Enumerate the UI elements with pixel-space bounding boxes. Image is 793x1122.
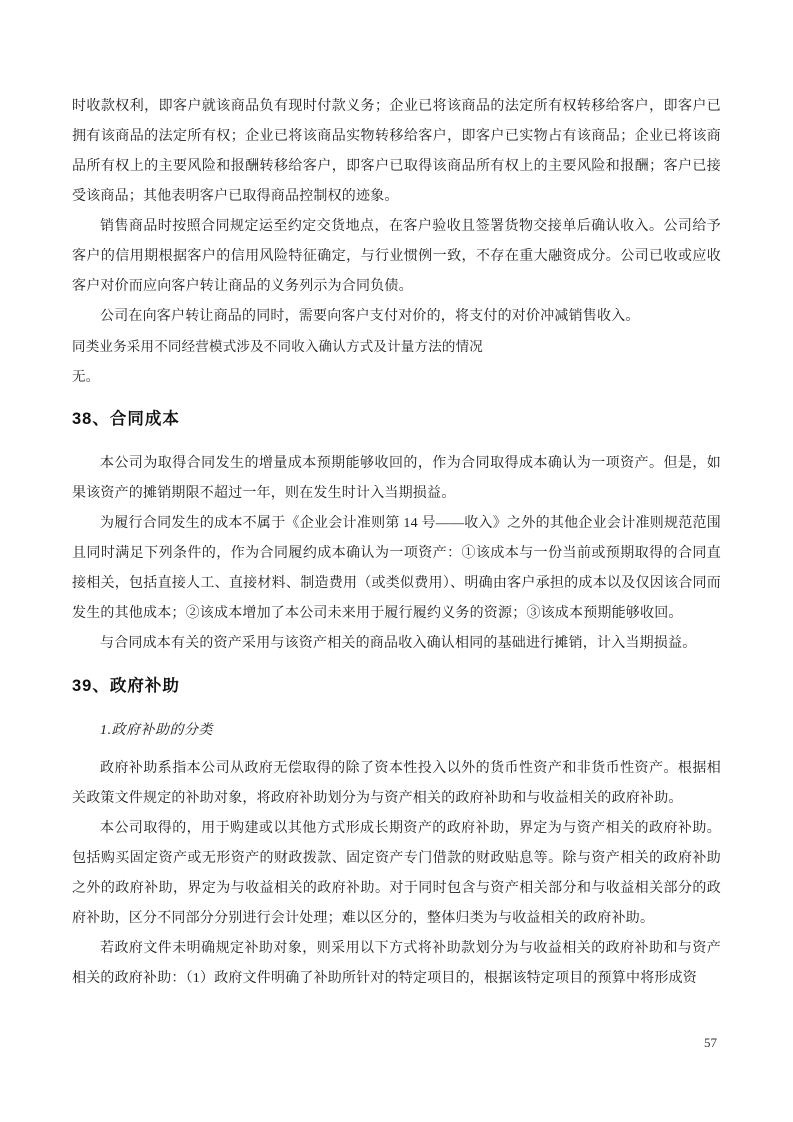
paragraph: 公司在向客户转让商品的同时，需要向客户支付对价的，将支付的对价冲减销售收入。	[100, 309, 640, 324]
page-number: 57	[704, 1035, 717, 1050]
section-heading: 39、政府补助	[72, 677, 180, 695]
paragraph: 为履行合同发生的成本不属于《企业会计准则第 14 号——收入》之外的其他企业会计准则规范范围且同时满足下列条件的，作为合同履约成本确认为一项资产：①该成本与一份当前或预期取得的合同直接相关，包括直接人工、直接材料、制造费用（或类似费用）、明确由客户承担的成本以及仅因该合同而发生的其他成本；②该成本增加了本公司未来用于履行履约义务的资源；③该成本预期能够收回。	[72, 516, 721, 621]
document-content	[72, 92, 721, 994]
paragraph: 本公司取得的，用于购建或以其他方式形成长期资产的政府补助，界定为与资产相关的政府补助。包括购买固定资产或无形资产的财政拨款、固定资产专门借款的财政贴息等。除与资产相关的政府补助之外的政府补助，界定为与收益相关的政府补助。对于同时包含与资产相关部分和与收益相关部分的政府补助，区分不同部分分别进行会计处理；难以区分的，整体归类为与收益相关的政府补助。	[72, 821, 721, 926]
paragraph: 与合同成本有关的资产采用与该资产相关的商品收入确认相同的基础进行摊销，计入当期损益。	[100, 636, 697, 651]
note-line: 无。	[72, 369, 100, 384]
paragraph: 政府补助系指本公司从政府无偿取得的除了资本性投入以外的货币性资产和非货币性资产。根据相关政策文件规定的补助对象，将政府补助划分为与资产相关的政府补助和与收益相关的政府补助。	[72, 761, 721, 806]
paragraph: 若政府文件未明确规定补助对象，则采用以下方式将补助款划分为与收益相关的政府补助和与资产相关的政府补助：（1）政府文件明确了补助所针对的特定项目的，根据该特定项目的预算中将形成资	[72, 941, 721, 986]
paragraph: 时收款权利，即客户就该商品负有现时付款义务；企业已将该商品的法定所有权转移给客户，即客户已拥有该商品的法定所有权；企业已将该商品实物转移给客户，即客户已实物占有该商品；企业已将该商品所有权上的主要风险和报酬转移给客户，即客户已取得该商品所有权上的主要风险和报酬；客户已接受该商品；其他表明客户已取得商品控制权的迹象。	[72, 99, 721, 204]
paragraph: 本公司为取得合同发生的增量成本预期能够收回的，作为合同取得成本确认为一项资产。但是，如果该资产的摊销期限不超过一年，则在发生时计入当期损益。	[72, 456, 721, 501]
paragraph: 销售商品时按照合同规定运至约定交货地点，在客户验收且签署货物交接单后确认收入。公司给予客户的信用期根据客户的信用风险特征确定，与行业惯例一致，不存在重大融资成分。公司已收或应收客户对价而应向客户转让商品的义务列示为合同负债。	[72, 219, 721, 294]
subsection-heading: 1.政府补助的分类	[100, 723, 213, 738]
note-line: 同类业务采用不同经营模式涉及不同收入确认方式及计量方法的情况	[72, 339, 483, 354]
section-heading: 38、合同成本	[72, 410, 180, 428]
